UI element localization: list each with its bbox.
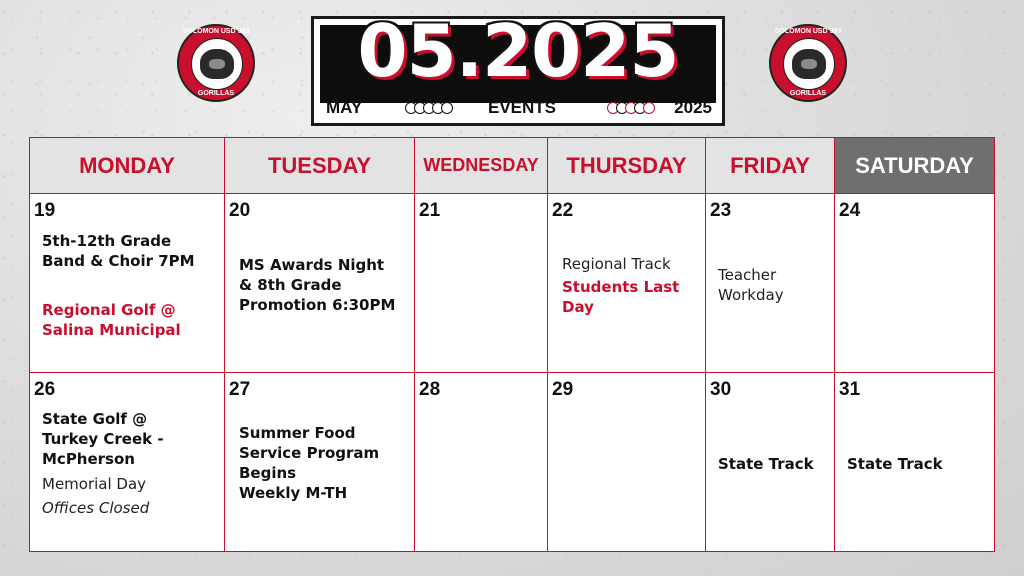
school-logo-left (177, 24, 255, 102)
day-header-saturday: SATURDAY (835, 138, 994, 194)
day-cell-30[interactable] (706, 373, 835, 551)
event-line: Salina Municipal (42, 321, 181, 339)
event-line: Workday (718, 286, 784, 304)
day-header-tuesday: TUESDAY (225, 138, 415, 194)
event-line: Summer Food (239, 424, 356, 442)
event-line: State Golf @ (42, 410, 148, 428)
decorative-rings-icon (610, 102, 662, 114)
event-state-golf (42, 409, 164, 469)
day-cell-19[interactable] (30, 194, 225, 373)
header-subline (322, 97, 714, 119)
event-line: Band & Choir 7PM (42, 252, 195, 270)
day-number: 20 (229, 200, 251, 221)
event-line: Weekly M-TH (239, 484, 348, 502)
day-header-thursday: THURSDAY (548, 138, 706, 194)
day-header-monday: MONDAY (30, 138, 225, 194)
big-date-text: 05.2025 (357, 9, 679, 93)
logo-bottom-text: GORILLAS (789, 90, 827, 97)
gorilla-mascot-icon (783, 38, 835, 90)
event-line: Day (562, 298, 594, 316)
logo-bottom-text: GORILLAS (197, 90, 235, 97)
day-number: 28 (419, 379, 441, 400)
calendar-header (311, 9, 725, 126)
day-cell-20[interactable] (225, 194, 415, 373)
day-number: 29 (552, 379, 574, 400)
day-number: 24 (839, 200, 861, 221)
day-cell-26[interactable] (30, 373, 225, 551)
event-line: Promotion 6:30PM (239, 296, 396, 314)
event-offices-closed: Offices Closed (42, 499, 150, 517)
gorilla-mascot-icon (191, 38, 243, 90)
day-number: 30 (710, 379, 732, 400)
event-line: Regional Golf @ (42, 301, 176, 319)
event-line: Teacher (718, 266, 777, 284)
event-line: Turkey Creek - (42, 430, 164, 448)
event-line: 5th-12th Grade (42, 232, 172, 250)
day-cell-28[interactable] (415, 373, 548, 551)
event-line: Students Last (562, 278, 680, 296)
event-state-track: State Track (847, 455, 943, 473)
day-cell-23[interactable] (706, 194, 835, 373)
event-line: & 8th Grade (239, 276, 342, 294)
day-header-friday: FRIDAY (706, 138, 835, 194)
event-memorial-day: Memorial Day (42, 475, 147, 493)
day-cell-29[interactable] (548, 373, 706, 551)
day-cell-24[interactable] (835, 194, 994, 373)
event-regional-golf (42, 300, 181, 340)
event-line: McPherson (42, 450, 135, 468)
day-number: 26 (34, 379, 56, 400)
school-logo-right (769, 24, 847, 102)
event-ms-awards (239, 255, 395, 315)
calendar-grid (29, 137, 995, 552)
logo-top-text: SOLOMON USD 393 (182, 28, 250, 35)
day-cell-31[interactable] (835, 373, 994, 551)
day-number: 23 (710, 200, 732, 221)
event-band-choir (42, 231, 195, 271)
day-cell-22[interactable] (548, 194, 706, 373)
logo-top-text: SOLOMON USD 393 (774, 28, 842, 35)
day-number: 31 (839, 379, 861, 400)
decorative-rings-icon (408, 102, 460, 114)
day-number: 19 (34, 200, 56, 221)
event-summer-food (239, 423, 379, 503)
day-number: 21 (419, 200, 441, 221)
month-year-banner (320, 9, 716, 103)
event-regional-track: Regional Track (562, 255, 671, 273)
events-label: EVENTS (488, 98, 557, 117)
day-number: 27 (229, 379, 251, 400)
event-students-last-day (562, 277, 679, 317)
event-line: MS Awards Night (239, 256, 385, 274)
month-label: MAY (326, 98, 363, 117)
event-line: Begins (239, 464, 297, 482)
year-label: 2025 (674, 98, 712, 117)
day-cell-21[interactable] (415, 194, 548, 373)
day-header-wednesday: WEDNESDAY (415, 138, 548, 194)
day-cell-27[interactable] (225, 373, 415, 551)
event-state-track: State Track (718, 455, 814, 473)
day-number: 22 (552, 200, 574, 221)
event-teacher-workday (718, 265, 784, 305)
event-line: Service Program (239, 444, 380, 462)
